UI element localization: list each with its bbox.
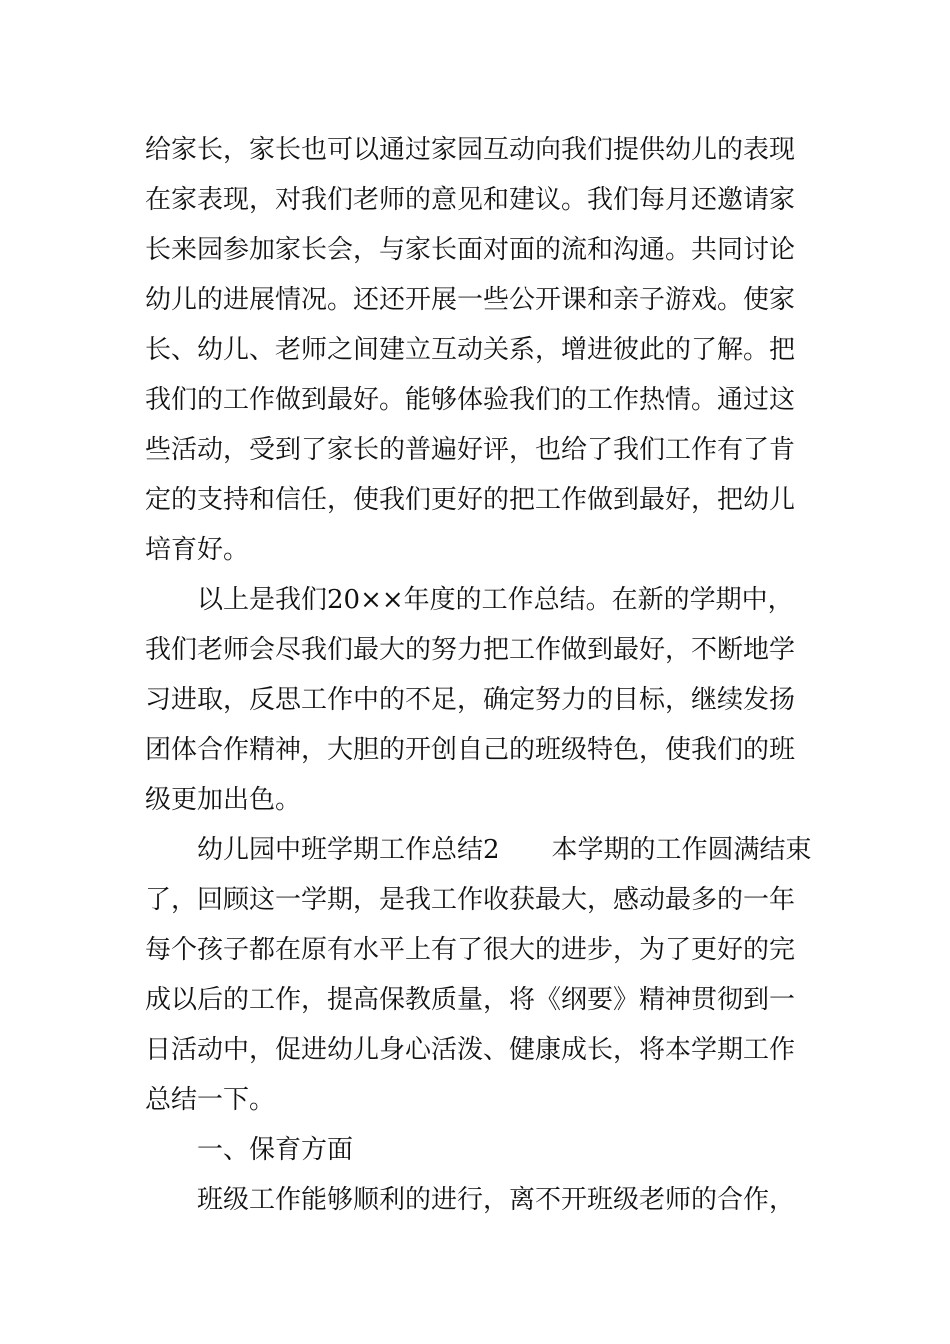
section-heading-line — [197, 832, 877, 868]
paragraph-first-line: 班级工作能够顺利的进行，离不开班级老师的合作， — [197, 1185, 796, 1215]
text-line: 习进取，反思工作中的不足，确定努力的目标，继续发扬 — [145, 685, 796, 715]
text-line: 级更加出色。 — [145, 785, 302, 815]
text-line: 长、幼儿、老师之间建立互动关系，增进彼此的了解。把 — [145, 335, 796, 365]
text-line: 总结一下。 — [145, 1085, 276, 1115]
subsection-heading: 一、保育方面 — [197, 1135, 354, 1165]
text-line: 团体合作精神，大胆的开创自己的班级特色，使我们的班 — [145, 735, 796, 765]
text-line: 我们老师会尽我们最大的努力把工作做到最好，不断地学 — [145, 635, 796, 665]
text-line: 成以后的工作，提高保教质量，将《纲要》精神贯彻到一 — [145, 985, 796, 1015]
text-line: 定的支持和信任，使我们更好的把工作做到最好，把幼儿 — [145, 485, 796, 515]
text-line: 长来园参加家长会，与家长面对面的流和沟通。共同讨论 — [145, 235, 796, 265]
text-line: 些活动，受到了家长的普遍好评，也给了我们工作有了肯 — [145, 435, 796, 465]
text-line: 每个孩子都在原有水平上有了很大的进步，为了更好的完 — [145, 935, 796, 965]
paragraph-first-line: 以上是我们20××年度的工作总结。在新的学期中， — [197, 585, 794, 615]
text-line: 培育好。 — [145, 535, 250, 565]
section-intro: 本学期的工作圆满结束 — [551, 835, 812, 865]
text-line: 幼儿的进展情况。还还开展一些公开课和亲子游戏。使家 — [145, 285, 796, 315]
text-line: 给家长，家长也可以通过家园互动向我们提供幼儿的表现 — [145, 135, 796, 165]
text-line: 在家表现，对我们老师的意见和建议。我们每月还邀请家 — [145, 185, 796, 215]
text-line: 我们的工作做到最好。能够体验我们的工作热情。通过这 — [145, 385, 796, 415]
section-title: 幼儿园中班学期工作总结2 — [197, 835, 500, 865]
text-line: 日活动中，促进幼儿身心活泼、健康成长，将本学期工作 — [145, 1035, 796, 1065]
text-line: 了，回顾这一学期，是我工作收获最大，感动最多的一年 — [145, 885, 796, 915]
